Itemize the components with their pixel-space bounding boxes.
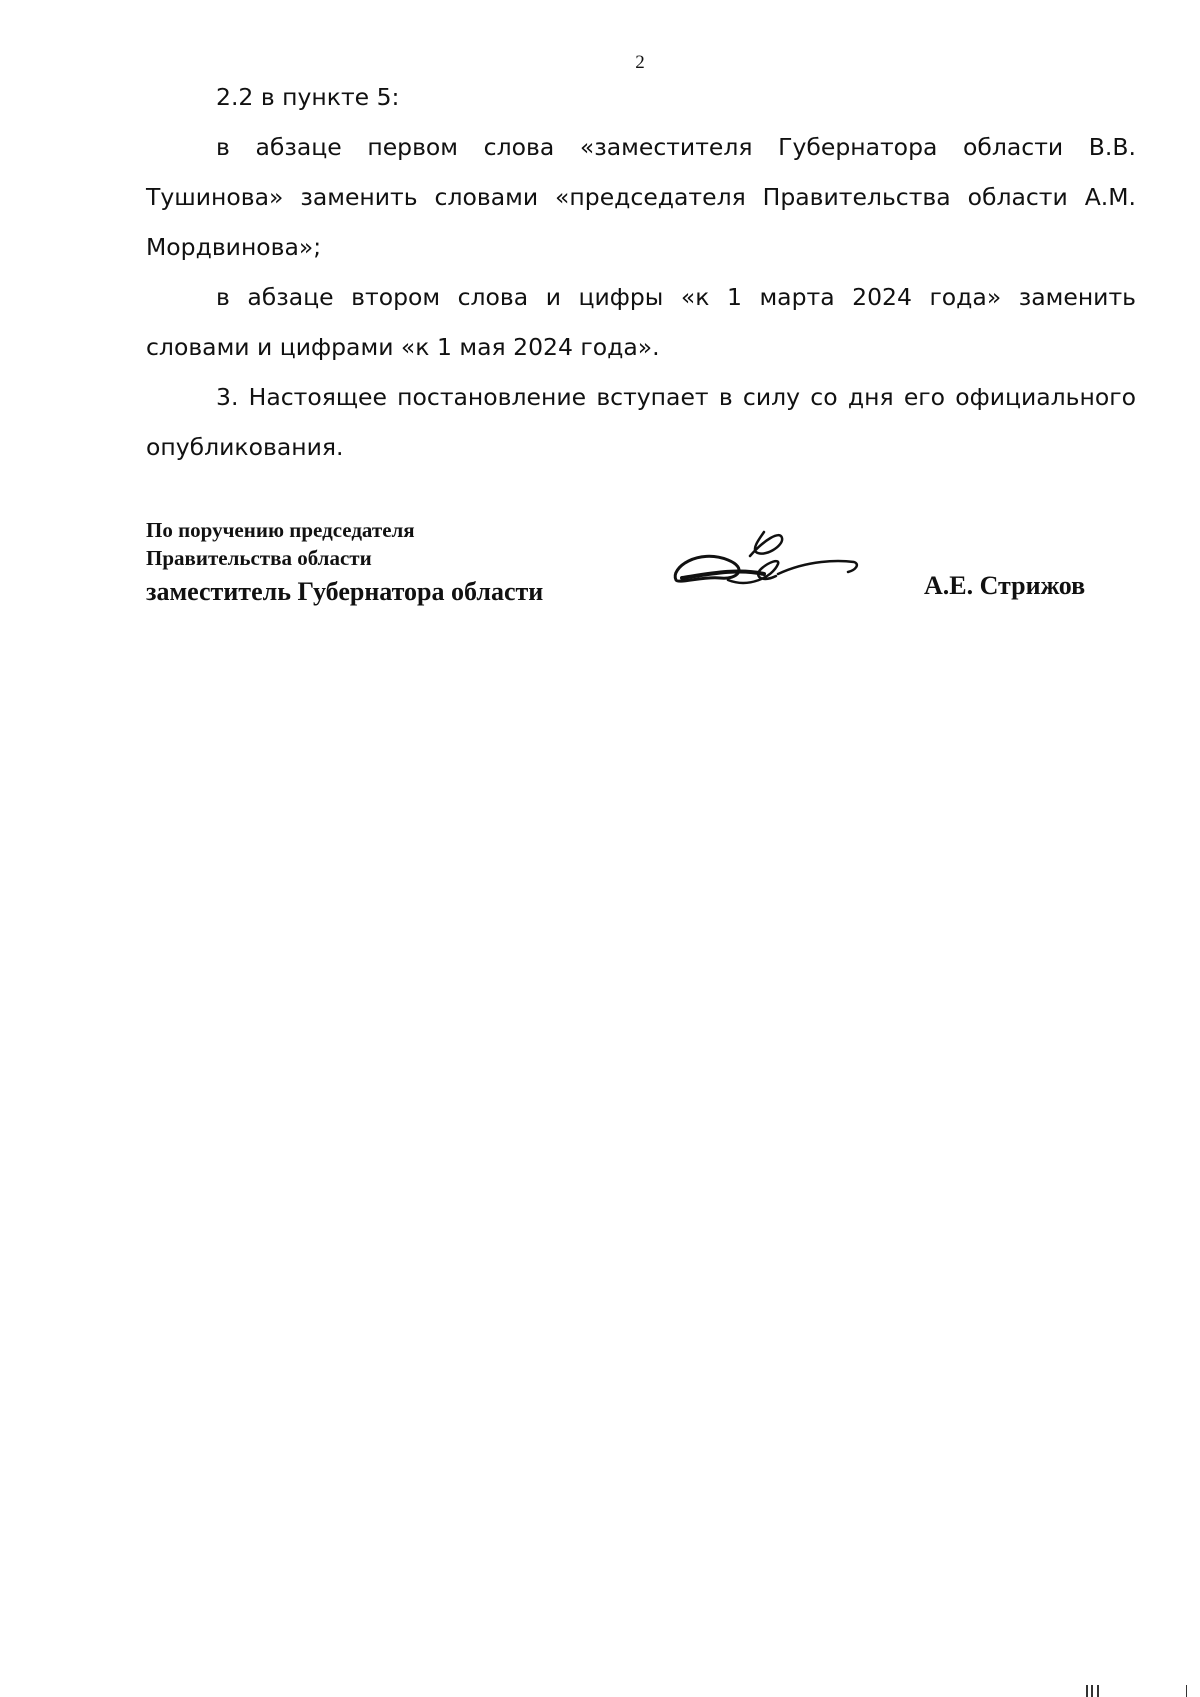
page-number: 2: [635, 52, 645, 73]
signatory-line-3: заместитель Губернатора области: [146, 577, 544, 606]
handwritten-signature: [668, 518, 868, 598]
paragraph-first-indent: в абзаце первом слова «заместителя Губернатора области В.В. Тушинова» заменить словами «председателя Правительства области А.М. Мордвинова»;: [146, 133, 1136, 261]
signatory-name: А.Е. Стрижов: [924, 571, 1086, 600]
scan-artifact: [1186, 1685, 1187, 1697]
scan-artifact: [1091, 1685, 1093, 1697]
signatory-position: [146, 516, 543, 610]
paragraph-second-indent: в абзаце втором слова и цифры «к 1 марта 2024 года» заменить словами и цифрами «к 1 мая 2024 года».: [146, 283, 1136, 361]
signatory-line-2: Правительства области: [146, 546, 372, 570]
document-body: [146, 72, 1136, 472]
scan-artifact: [1086, 1685, 1088, 1697]
paragraph-2-2: 2.2 в пункте 5:: [216, 83, 400, 111]
paragraph-3: 3. Настоящее постановление вступает в силу со дня его официального опубликования.: [146, 383, 1136, 461]
signatory-line-1: По поручению председателя: [146, 518, 415, 542]
scan-artifact: [1097, 1685, 1099, 1697]
